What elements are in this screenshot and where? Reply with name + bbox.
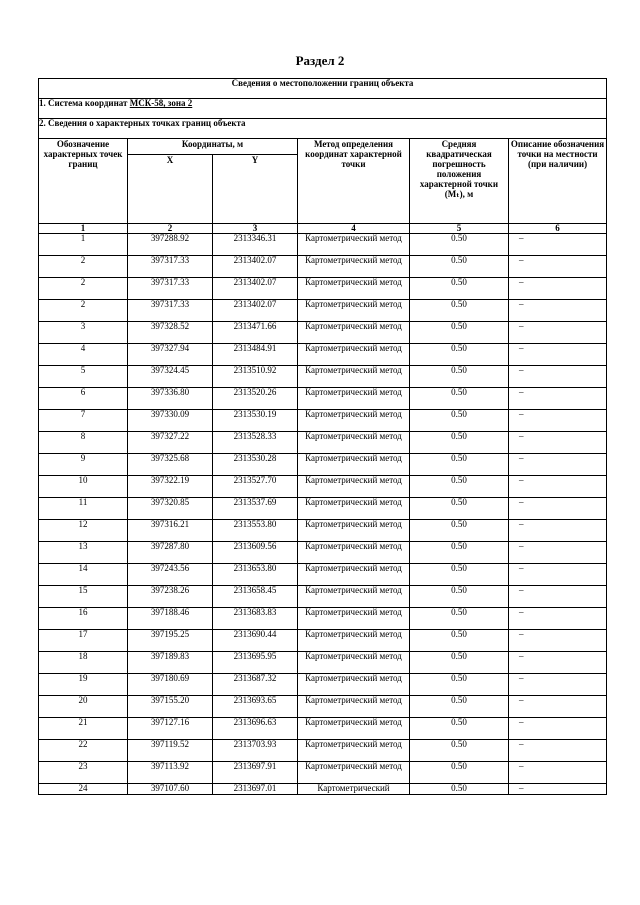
x-coordinate-cell: 397127.16 [128,718,213,740]
col-number: 5 [410,224,509,234]
point-number-cell: 4 [39,344,128,366]
col-number: 4 [298,224,410,234]
x-coordinate-cell: 397336.80 [128,388,213,410]
method-cell: Картометрический метод [298,366,410,388]
x-coordinate-cell: 397119.52 [128,740,213,762]
description-cell: – [509,630,607,652]
point-number-cell: 7 [39,410,128,432]
table-row [39,696,607,718]
y-coordinate-cell: 2313528.33 [213,432,298,454]
table-row [39,608,607,630]
y-coordinate-cell: 2313553.80 [213,520,298,542]
y-coordinate-cell: 2313537.69 [213,498,298,520]
y-coordinate-cell: 2313530.28 [213,454,298,476]
error-cell: 0.50 [410,344,509,366]
section-title: Раздел 2 [295,53,345,68]
point-number-cell: 20 [39,696,128,718]
table-row [39,344,607,366]
point-number-cell: 9 [39,454,128,476]
y-coordinate-cell: 2313693.65 [213,696,298,718]
table-row [39,740,607,762]
error-cell: 0.50 [410,234,509,256]
point-number-cell: 2 [39,256,128,278]
method-cell: Картометрический [298,784,410,795]
description-cell: – [509,762,607,784]
error-cell: 0.50 [410,300,509,322]
point-number-cell: 3 [39,322,128,344]
col-number: 3 [213,224,298,234]
point-number-cell: 21 [39,718,128,740]
description-cell: – [509,476,607,498]
y-coordinate-cell: 2313653.80 [213,564,298,586]
table-row [39,278,607,300]
table-title: Сведения о местоположении границ объекта [39,79,607,99]
method-cell: Картометрический метод [298,586,410,608]
method-cell: Картометрический метод [298,432,410,454]
method-cell: Картометрический метод [298,740,410,762]
coord-system-value: МСК-58, зона 2 [129,98,193,108]
x-coordinate-cell: 397195.25 [128,630,213,652]
description-cell: – [509,234,607,256]
y-coordinate-cell: 2313658.45 [213,586,298,608]
col-number: 6 [509,224,607,234]
error-cell: 0.50 [410,498,509,520]
x-coordinate-cell: 397287.80 [128,542,213,564]
x-coordinate-cell: 397238.26 [128,586,213,608]
error-cell: 0.50 [410,586,509,608]
table-row [39,234,607,256]
error-cell: 0.50 [410,762,509,784]
table-row [39,300,607,322]
y-coordinate-cell: 2313696.63 [213,718,298,740]
error-cell: 0.50 [410,366,509,388]
method-cell: Картометрический метод [298,564,410,586]
table-row [39,762,607,784]
point-number-cell: 10 [39,476,128,498]
description-cell: – [509,498,607,520]
description-cell: – [509,432,607,454]
method-cell: Картометрический метод [298,388,410,410]
table-row [39,388,607,410]
x-coordinate-cell: 397316.21 [128,520,213,542]
x-coordinate-cell: 397325.68 [128,454,213,476]
method-cell: Картометрический метод [298,300,410,322]
method-cell: Картометрический метод [298,410,410,432]
x-coordinate-cell: 397180.69 [128,674,213,696]
point-number-cell: 23 [39,762,128,784]
point-number-cell: 15 [39,586,128,608]
method-cell: Картометрический метод [298,234,410,256]
method-cell: Картометрический метод [298,608,410,630]
error-cell: 0.50 [410,410,509,432]
error-cell: 0.50 [410,718,509,740]
method-cell: Картометрический метод [298,762,410,784]
x-coordinate-cell: 397320.85 [128,498,213,520]
error-cell: 0.50 [410,256,509,278]
method-cell: Картометрический метод [298,278,410,300]
y-coordinate-cell: 2313703.93 [213,740,298,762]
y-coordinate-cell: 2313520.26 [213,388,298,410]
description-cell: – [509,784,607,795]
col-header-point: Обозначение характерных точек границ [39,139,128,224]
method-cell: Картометрический метод [298,674,410,696]
x-coordinate-cell: 397330.09 [128,410,213,432]
y-coordinate-cell: 2313402.07 [213,256,298,278]
y-coordinate-cell: 2313530.19 [213,410,298,432]
col-number: 2 [128,224,213,234]
point-number-cell: 16 [39,608,128,630]
table-row [39,256,607,278]
point-number-cell: 14 [39,564,128,586]
description-cell: – [509,344,607,366]
error-cell: 0.50 [410,388,509,410]
description-cell: – [509,256,607,278]
col-header-description: Описание обозначения точки на местности (при наличии) [509,139,607,224]
description-cell: – [509,300,607,322]
point-number-cell: 12 [39,520,128,542]
method-cell: Картометрический метод [298,476,410,498]
col-header-error: Средняя квадратическая погрешность положения характерной точки (Mₜ), м [410,139,509,224]
point-number-cell: 8 [39,432,128,454]
description-cell: – [509,652,607,674]
characteristic-points-title: 2. Сведения о характерных точках границ объекта [39,119,607,139]
description-cell: – [509,366,607,388]
table-row [39,542,607,564]
table-row [39,674,607,696]
table-row [39,366,607,388]
y-coordinate-cell: 2313683.83 [213,608,298,630]
point-number-cell: 17 [39,630,128,652]
error-cell: 0.50 [410,674,509,696]
x-coordinate-cell: 397324.45 [128,366,213,388]
x-coordinate-cell: 397113.92 [128,762,213,784]
table-row [39,410,607,432]
y-coordinate-cell: 2313609.56 [213,542,298,564]
table-row [39,322,607,344]
col-header-y: Y [213,155,298,224]
description-cell: – [509,740,607,762]
x-coordinate-cell: 397317.33 [128,278,213,300]
error-cell: 0.50 [410,476,509,498]
y-coordinate-cell: 2313527.70 [213,476,298,498]
y-coordinate-cell: 2313697.01 [213,784,298,795]
y-coordinate-cell: 2313687.32 [213,674,298,696]
error-cell: 0.50 [410,454,509,476]
error-cell: 0.50 [410,740,509,762]
error-cell: 0.50 [410,652,509,674]
method-cell: Картометрический метод [298,454,410,476]
description-cell: – [509,564,607,586]
col-number: 1 [39,224,128,234]
method-cell: Картометрический метод [298,542,410,564]
point-number-cell: 24 [39,784,128,795]
point-number-cell: 2 [39,300,128,322]
description-cell: – [509,586,607,608]
table-row [39,564,607,586]
point-number-cell: 5 [39,366,128,388]
method-cell: Картометрический метод [298,652,410,674]
method-cell: Картометрический метод [298,630,410,652]
error-cell: 0.50 [410,520,509,542]
table-row [39,652,607,674]
coord-system-label: 1. Система координат [39,98,130,108]
x-coordinate-cell: 397189.83 [128,652,213,674]
description-cell: – [509,696,607,718]
method-cell: Картометрический метод [298,498,410,520]
description-cell: – [509,718,607,740]
error-cell: 0.50 [410,542,509,564]
x-coordinate-cell: 397317.33 [128,300,213,322]
error-cell: 0.50 [410,278,509,300]
y-coordinate-cell: 2313402.07 [213,278,298,300]
point-number-cell: 6 [39,388,128,410]
description-cell: – [509,322,607,344]
error-cell: 0.50 [410,564,509,586]
description-cell: – [509,410,607,432]
point-number-cell: 11 [39,498,128,520]
error-cell: 0.50 [410,696,509,718]
description-cell: – [509,520,607,542]
y-coordinate-cell: 2313690.44 [213,630,298,652]
col-header-coordinates: Координаты, м [128,139,298,155]
x-coordinate-cell: 397107.60 [128,784,213,795]
x-coordinate-cell: 397288.92 [128,234,213,256]
error-cell: 0.50 [410,784,509,795]
y-coordinate-cell: 2313695.95 [213,652,298,674]
table-row [39,520,607,542]
table-row [39,432,607,454]
table-row [39,586,607,608]
table-row [39,718,607,740]
method-cell: Картометрический метод [298,696,410,718]
x-coordinate-cell: 397317.33 [128,256,213,278]
point-number-cell: 13 [39,542,128,564]
method-cell: Картометрический метод [298,344,410,366]
error-cell: 0.50 [410,608,509,630]
error-cell: 0.50 [410,432,509,454]
description-cell: – [509,278,607,300]
y-coordinate-cell: 2313402.07 [213,300,298,322]
description-cell: – [509,542,607,564]
point-number-cell: 2 [39,278,128,300]
point-number-cell: 1 [39,234,128,256]
boundary-points-table [38,78,607,795]
method-cell: Картометрический метод [298,520,410,542]
point-number-cell: 22 [39,740,128,762]
col-header-method: Метод определения координат характерной точки [298,139,410,224]
y-coordinate-cell: 2313471.66 [213,322,298,344]
method-cell: Картометрический метод [298,322,410,344]
y-coordinate-cell: 2313510.92 [213,366,298,388]
x-coordinate-cell: 397327.94 [128,344,213,366]
y-coordinate-cell: 2313697.91 [213,762,298,784]
point-number-cell: 18 [39,652,128,674]
error-cell: 0.50 [410,322,509,344]
x-coordinate-cell: 397322.19 [128,476,213,498]
coord-system-row [39,99,607,119]
x-coordinate-cell: 397188.46 [128,608,213,630]
x-coordinate-cell: 397328.52 [128,322,213,344]
y-coordinate-cell: 2313484.91 [213,344,298,366]
x-coordinate-cell: 397155.20 [128,696,213,718]
y-coordinate-cell: 2313346.31 [213,234,298,256]
error-cell: 0.50 [410,630,509,652]
table-row [39,454,607,476]
table-row [39,498,607,520]
x-coordinate-cell: 397327.22 [128,432,213,454]
x-coordinate-cell: 397243.56 [128,564,213,586]
method-cell: Картометрический метод [298,256,410,278]
description-cell: – [509,674,607,696]
col-header-x: X [128,155,213,224]
point-number-cell: 19 [39,674,128,696]
table-row [39,630,607,652]
description-cell: – [509,388,607,410]
description-cell: – [509,454,607,476]
table-row [39,784,607,795]
method-cell: Картометрический метод [298,718,410,740]
description-cell: – [509,608,607,630]
table-row [39,476,607,498]
